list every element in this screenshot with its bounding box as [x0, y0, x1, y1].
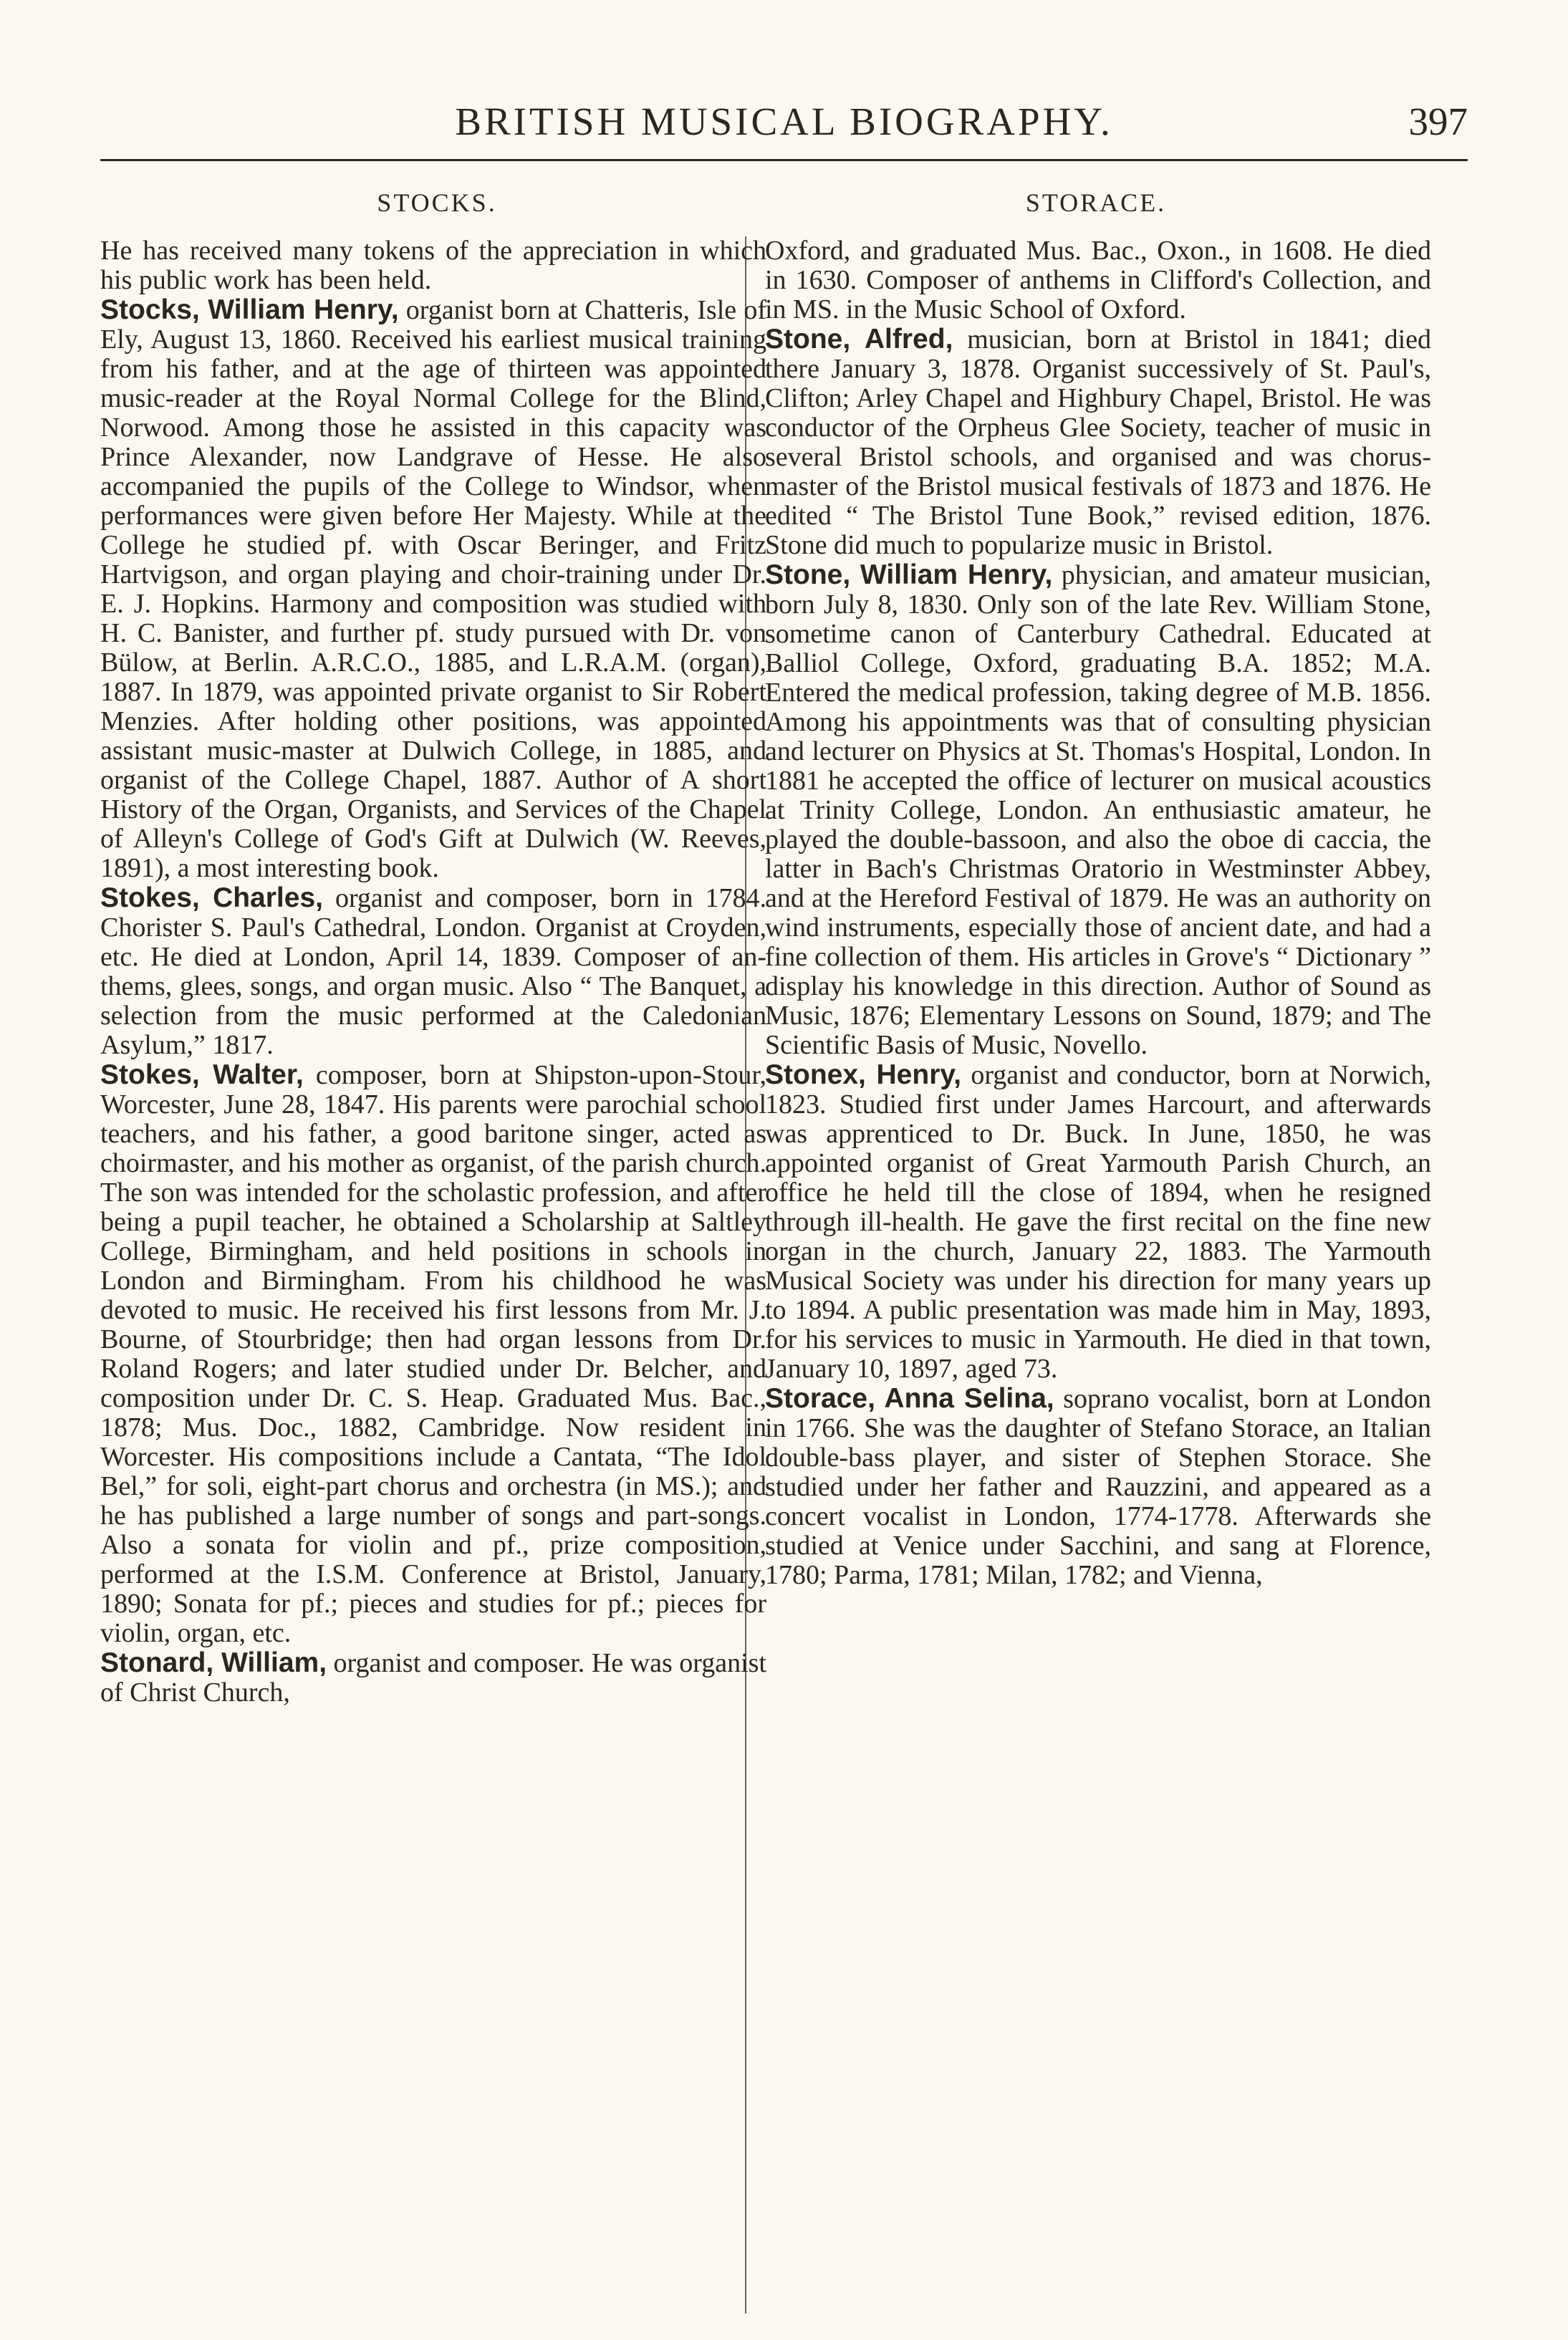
entry-stone-alfred [765, 324, 1431, 560]
entry-text: organist and composer. He was organist of Christ Church, [100, 1648, 766, 1708]
entry-headword: Stonex, Henry, [765, 1059, 962, 1090]
entry-text: organist born at Chatteris, Isle of Ely, August 13, 1860. Received his earliest musical training from his father, and at the age of thirteen was appointed music-reader at the Royal Normal College for the Blind, Norwood. Among those he assisted in this capacity was Prince Alexander, now Landgrave of Hesse. He also accompanied the pupils of the College to Windsor, when performances were given before Her Majesty. While at the College he studied pf. with Oscar Beringer, and Fritz Hartvigson, and organ playing and choir-training under Dr. E. J. Hopkins. Harmony and composition was studied with H. C. Banister, and further pf. study pursued with Dr. von Bülow, at Berlin. A.R.C.O., 1885, and L.R.A.M. (organ), 1887. In 1879, was appointed private organist to Sir Robert Menzies. After holding other positions, was appointed assistant music-master at Dulwich College, in 1885, and organist of the College Chapel, 1887. Author of A short History of the Organ, Organists, and Services of the Chapel of Alleyn's College of God's Gift at Dulwich (W. Reeves, 1891), a most interesting book. [100, 295, 767, 883]
left-column-heading: STOCKS. [377, 188, 497, 217]
entry-headword: Stonard, William, [100, 1647, 327, 1678]
entry-headword: Stocks, William Henry, [100, 294, 399, 325]
entry-headword: Stokes, Walter, [100, 1059, 304, 1090]
continuation-paragraph: Oxford, and graduated Mus. Bac., Oxon., in 1608. He died in 1630. Composer of anthems in Clifford's Collection, and in MS. in the Music School of Oxford. [765, 236, 1431, 324]
entry-text: soprano vocalist, born at London in 1766. She was the daughter of Stefano Storace, an Italian double-bass player, and sister of Stephen Storace. She studied under her father and Rauzzini, and appeared as a concert vocalist in London, 1774-1778. Afterwards she studied at Venice under Sacchini, and sang at Florence, 1780; Parma, 1781; Milan, 1782; and Vienna, [765, 1384, 1431, 1590]
entry-stokes-charles [100, 883, 766, 1060]
entry-text: musician, born at Bristol in 1841; died there January 3, 1878. Organist successively of St. Paul's, Clifton; Arley Chapel and Highbury Chapel, Bristol. He was conductor of the Orpheus Glee Society, teacher of music in several Bristol schools, and organised and was chorus-master of the Bristol musical festivals of 1873 and 1876. He edited “ The Bristol Tune Book,” revised edition, 1876. Stone did much to popularize music in Bristol. [765, 324, 1431, 560]
running-title: BRITISH MUSICAL BIOGRAPHY. [455, 100, 1113, 143]
entry-storace-anna-selina [765, 1384, 1431, 1590]
header-rule [100, 159, 1468, 161]
right-column [765, 236, 1431, 1590]
entry-text: organist and composer, born in 1784. Chorister S. Paul's Cathedral, London. Organist at Croyden, etc. He died at London, April 14, 1839. Composer of anthems, glees, songs, and organ music. Also “ The Banquet, a selection from the music performed at the Caledonian Asylum,” 1817. [100, 883, 766, 1060]
entry-text: composer, born at Shipston-upon-Stour, Worcester, June 28, 1847. His parents were parochial school teachers, and his father, a good baritone singer, acted as choirmaster, and his mother as organist, of the parish church. The son was intended for the scholastic profession, and after being a pupil teacher, he obtained a Scholarship at Saltley College, Birmingham, and held positions in schools in London and Birmingham. From his childhood he was devoted to music. He received his first lessons from Mr. J. Bourne, of Stourbridge; then had organ lessons from Dr. Roland Rogers; and later studied under Dr. Belcher, and composition under Dr. C. S. Heap. Graduated Mus. Bac., 1878; Mus. Doc., 1882, Cambridge. Now resident in Worcester. His compositions include a Cantata, “The Idol Bel,” for soli, eight-part chorus and orchestra (in MS.); and he has published a large number of songs and part-songs. Also a sonata for violin and pf., prize composition, performed at the I.S.M. Conference at Bristol, January, 1890; Sonata for pf.; pieces and studies for pf.; pieces for violin, organ, etc. [100, 1060, 766, 1648]
entry-stone-william-henry [765, 560, 1431, 1060]
page-number: 397 [1408, 100, 1468, 143]
entry-stokes-walter [100, 1060, 766, 1648]
entry-headword: Stone, William Henry, [765, 559, 1053, 590]
entry-text: physician, and amateur musician, born July 8, 1830. Only son of the late Rev. William Stone, sometime canon of Canterbury Cathedral. Educated at Balliol College, Oxford, graduating B.A. 1852; M.A. Entered the medical profession, taking degree of M.B. 1856. Among his appointments was that of consulting physician and lecturer on Physics at St. Thomas's Hospital, London. In 1881 he accepted the office of lecturer on musical acoustics at Trinity College, London. An enthusiastic amateur, he played the double-bassoon, and also the oboe di caccia, the latter in Bach's Christmas Oratorio in Westminster Abbey, and at the Hereford Festival of 1879. He was an authority on wind instruments, especially those of ancient date, and had a fine collection of them. His articles in Grove's “ Dictionary ” display his knowledge in this direction. Author of Sound as Music, 1876; Elementary Lessons on Sound, 1879; and The Scientific Basis of Music, Novello. [765, 560, 1431, 1060]
right-column-heading: STORACE. [1025, 188, 1167, 217]
continuation-paragraph: He has received many tokens of the appreciation in which his public work has been held. [100, 236, 766, 295]
entry-stocks-william-henry [100, 295, 766, 883]
entry-stonard-william [100, 1648, 766, 1708]
entry-headword: Stone, Alfred, [765, 324, 953, 355]
entry-headword: Storace, Anna Selina, [765, 1383, 1054, 1414]
entry-headword: Stokes, Charles, [100, 882, 323, 913]
left-column [100, 236, 766, 1708]
entry-stonex-henry [765, 1060, 1431, 1384]
entry-text: organist and conductor, born at Norwich, 1823. Studied first under James Harcourt, and afterwards was apprenticed to Dr. Buck. In June, 1850, he was appointed organist of Great Yarmouth Parish Church, an office he held till the close of 1894, when he resigned through ill-health. He gave the first recital on the fine new organ in the church, January 22, 1883. The Yarmouth Musical Society was under his direction for many years up to 1894. A public presentation was made him in May, 1893, for his services to music in Yarmouth. He died in that town, January 10, 1897, aged 73. [765, 1060, 1431, 1384]
running-head [100, 99, 1468, 149]
